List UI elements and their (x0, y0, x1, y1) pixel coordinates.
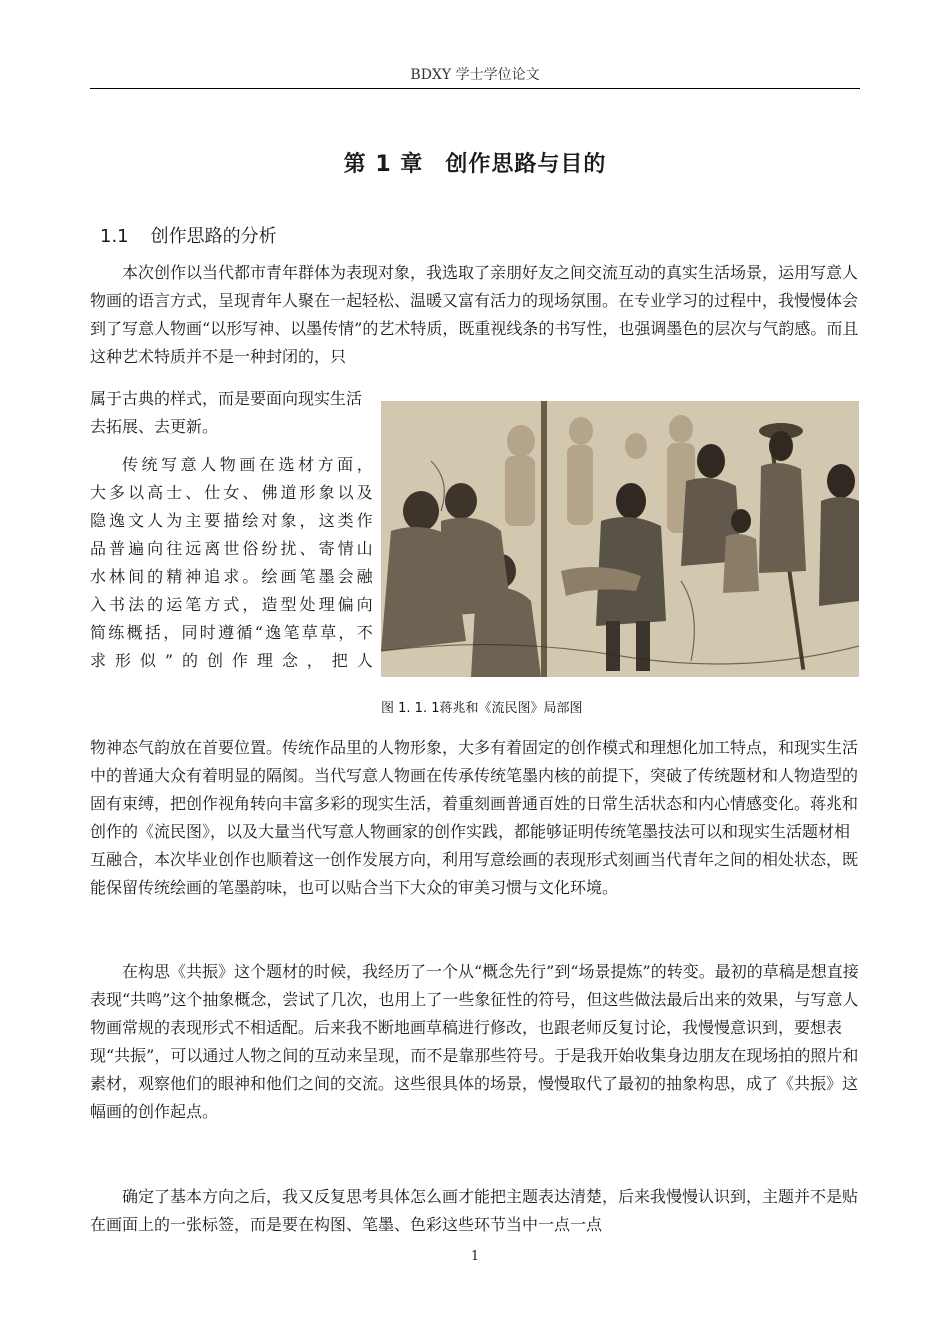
paragraph-4: 物神态气韵放在首要位置。传统作品里的人物形象，大多有着固定的创作模式和理想化加工特点，和现实生活中的普通大众有着明显的隔阂。当代写意人物画在传承传统笔墨内核的前提下，突破了传统题材和人物造型的固有束缚，把创作视角转向丰富多彩的现实生活，着重刻画普通百姓的日常生活状态和内心情感变化。蒋兆和创作的《流民图》，以及大量当代写意人物画家的创作实践，都能够证明传统笔墨技法可以和现实生活题材相互融合，本次毕业创作也顺着这一创作发展方向，利用写意绘画的表现形式刻画当代青年之间的相处状态，既能保留传统绘画的笔墨韵味，也可以贴合当下大众的审美习惯与文化环境。 (90, 738, 859, 897)
figure-painting (381, 401, 859, 677)
paragraph-6: 确定了基本方向之后，我又反复思考具体怎么画才能把主题表达清楚，后来我慢慢认识到，主题并不是贴在画面上的一张标签，而是要在构图、笔墨、色彩这些环节当中一点一点 (90, 1187, 859, 1234)
paragraph-2: 属于古典的样式，而是要面向现实生活去拓展、去更新。 (90, 389, 363, 436)
paragraph-3: 传统写意人物画在选材方面，大多以高士、仕女、佛道形象以及隐逸文人为主要描绘对象，这类作品普遍向往远离世俗纷扰、寄情山水林间的精神追求。绘画笔墨会融入书法的运笔方式，造型处理偏向简练概括，同时遵循“逸笔草草，不求形似”的创作理念，把人 (90, 455, 375, 670)
chapter-title (0, 147, 950, 178)
chapter-name: 创作思路与目的 (445, 152, 607, 177)
section-name: 创作思路的分析 (150, 226, 277, 247)
running-header: BDXY 学士学位论文 (410, 67, 540, 83)
chapter-number: 第 1 章 (343, 152, 424, 177)
paragraph-5: 在构思《共振》这个题材的时候，我经历了一个从“概念先行”到“场景提炼”的转变。最初的草稿是想直接表现“共鸣”这个抽象概念，尝试了几次，也用上了一些象征性的符号，但这些做法最后出来的效果，与写意人物画常规的表现形式不相适配。后来我不断地画草稿进行修改，也跟老师反复讨论，我慢慢意识到，要想表现“共振”，可以通过人物之间的互动来呈现，而不是靠那些符号。于是我开始收集身边朋友在现场拍的照片和素材，观察他们的眼神和他们之间的交流。这些很具体的场景，慢慢取代了最初的抽象构思，成了《共振》这幅画的创作起点。 (90, 962, 859, 1121)
page-number: 1 (470, 1249, 480, 1264)
figure-caption: 图 1. 1. 1蒋兆和《流民图》局部图 (381, 701, 583, 716)
header-rule (90, 88, 860, 89)
section-heading (100, 222, 277, 248)
paragraph-1: 本次创作以当代都市青年群体为表现对象，我选取了亲朋好友之间交流互动的真实生活场景，运用写意人物画的语言方式，呈现青年人聚在一起轻松、温暖又富有活力的现场氛围。在专业学习的过程中，我慢慢体会到了写意人物画“以形写神、以墨传情”的艺术特质，既重视线条的书写性，也强调墨色的层次与气韵感。而且这种艺术特质并不是一种封闭的，只 (90, 263, 859, 366)
painting-illustration (381, 401, 859, 677)
section-number: 1.1 (100, 226, 129, 247)
